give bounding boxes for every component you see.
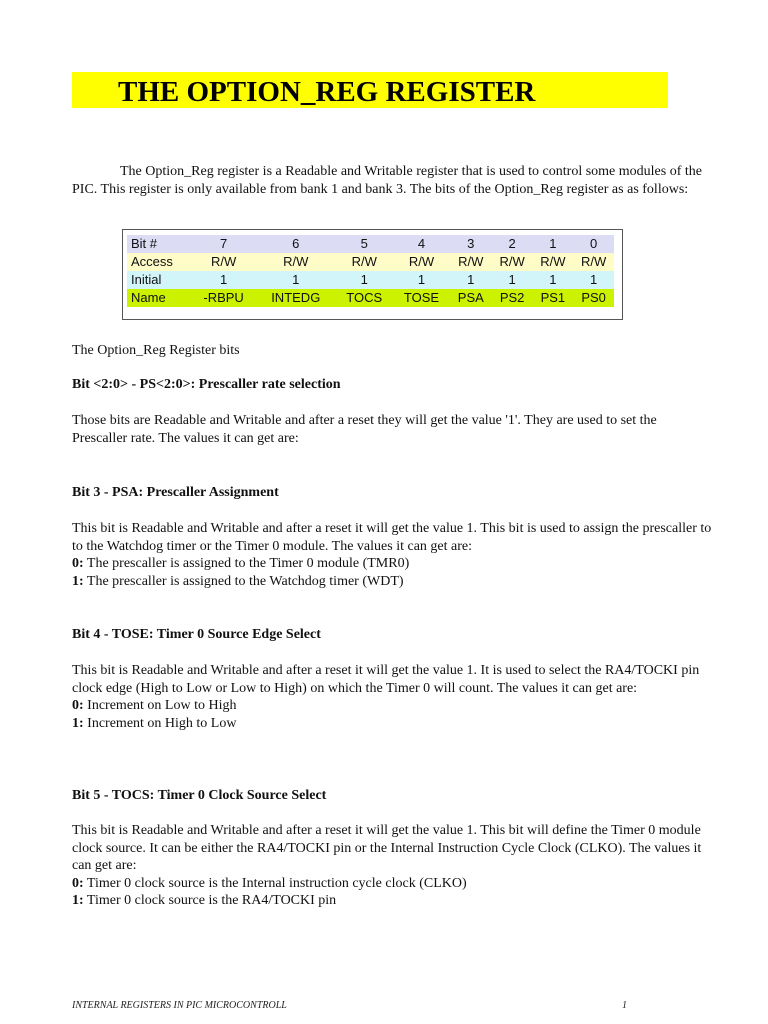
intro-paragraph [72,163,712,198]
value-text: The prescaller is assigned to the Watchdog timer (WDT) [83,573,404,589]
table-cell: PS0 [573,289,614,307]
table-cell: 1 [191,271,256,289]
value-text: Increment on High to Low [83,715,237,731]
value-line [72,875,712,893]
value-key: 0: [72,875,84,891]
table-row-name [127,289,614,307]
table-row-initial [127,271,614,289]
table-cell: 1 [335,271,393,289]
table-cell: -RBPU [191,289,256,307]
page-number: 1 [622,1000,627,1011]
section-body-text: Those bits are Readable and Writable and after a reset they will get the value '1'. They are used to set the Prescaller rate. The values it can get are: [72,413,657,446]
row-label: Access [127,253,191,271]
value-key: 1: [72,893,84,908]
value-line [72,555,712,573]
section-heading-ps: Bit <2:0> - PS<2:0>: Prescaller rate selection [72,377,341,392]
table-cell: R/W [532,253,573,271]
table-cell: 1 [532,271,573,289]
table-cell: PSA [450,289,492,307]
section-body-text: This bit is Readable and Writable and after a reset it will get the value 1. It is used to select the RA4/TOCKI pin clock edge (High to Low or Low to High) on which the Timer 0 will count. The values it can get are: [72,663,700,696]
section-heading-psa: Bit 3 - PSA: Prescaller Assignment [72,485,279,500]
table-cell: 1 [450,271,492,289]
row-label: Bit # [127,235,191,253]
value-text: Increment on Low to High [83,698,237,713]
section-heading-tose: Bit 4 - TOSE: Timer 0 Source Edge Select [72,627,321,642]
table-cell: INTEDG [256,289,335,307]
value-text: Timer 0 clock source is the Internal instruction cycle clock (CLKO) [83,875,467,891]
table-row-bit [127,235,614,253]
table-cell: 1 [532,235,573,253]
value-text: The prescaller is assigned to the Timer 0 module (TMR0) [83,556,410,571]
table-cell: 2 [492,235,533,253]
table-row-access [127,253,614,271]
table-cell: R/W [256,253,335,271]
table-cell: R/W [450,253,492,271]
table-cell: 7 [191,235,256,253]
bits-caption: The Option_Reg Register bits [72,343,240,358]
value-line [72,715,712,733]
table-cell: TOCS [335,289,393,307]
value-key: 0: [72,698,84,713]
table-cell: R/W [191,253,256,271]
section-body-tose [72,662,712,732]
page-title: THE OPTION_REG REGISTER [118,76,536,108]
section-body-ps [72,412,712,447]
value-text: Timer 0 clock source is the RA4/TOCKI pin [83,893,337,908]
table-cell: 0 [573,235,614,253]
table-cell: 1 [393,271,450,289]
row-label: Initial [127,271,191,289]
section-body-psa [72,520,712,590]
table-cell: 5 [335,235,393,253]
table-cell: 1 [492,271,533,289]
table-cell: 4 [393,235,450,253]
table-cell: PS2 [492,289,533,307]
table-cell: 3 [450,235,492,253]
register-table-box [122,229,623,320]
intro-text: The Option_Reg register is a Readable and Writable register that is used to control some modules of the PIC. This register is only available from bank 1 and bank 3. The bits of the Option_Reg register as as follows: [72,164,702,197]
value-key: 1: [72,573,84,589]
section-body-text: This bit is Readable and Writable and after a reset it will get the value 1. This bit is used to assign the prescaller to to the Watchdog timer or the Timer 0 module. The values it can get are: [72,521,712,554]
row-label: Name [127,289,191,307]
table-cell: PS1 [532,289,573,307]
table-cell: 1 [573,271,614,289]
table-cell: 1 [256,271,335,289]
value-line [72,573,712,591]
value-key: 0: [72,556,84,571]
value-key: 1: [72,715,84,731]
table-cell: R/W [393,253,450,271]
table-cell: R/W [492,253,533,271]
table-cell: TOSE [393,289,450,307]
section-body-tocs [72,822,712,910]
value-line [72,697,712,715]
register-table [127,235,614,307]
table-cell: 6 [256,235,335,253]
table-cell: R/W [335,253,393,271]
section-body-text: This bit is Readable and Writable and after a reset it will get the value 1. This bit will define the Timer 0 module clock source. It can be either the RA4/TOCKI pin or the Internal Instruction Cycle Clock (CLKO). The values it can get are: [72,823,702,873]
footer-title: INTERNAL REGISTERS IN PIC MICROCONTROLL [72,1000,287,1011]
value-line [72,892,712,910]
section-heading-tocs: Bit 5 - TOCS: Timer 0 Clock Source Select [72,788,327,803]
table-cell: R/W [573,253,614,271]
